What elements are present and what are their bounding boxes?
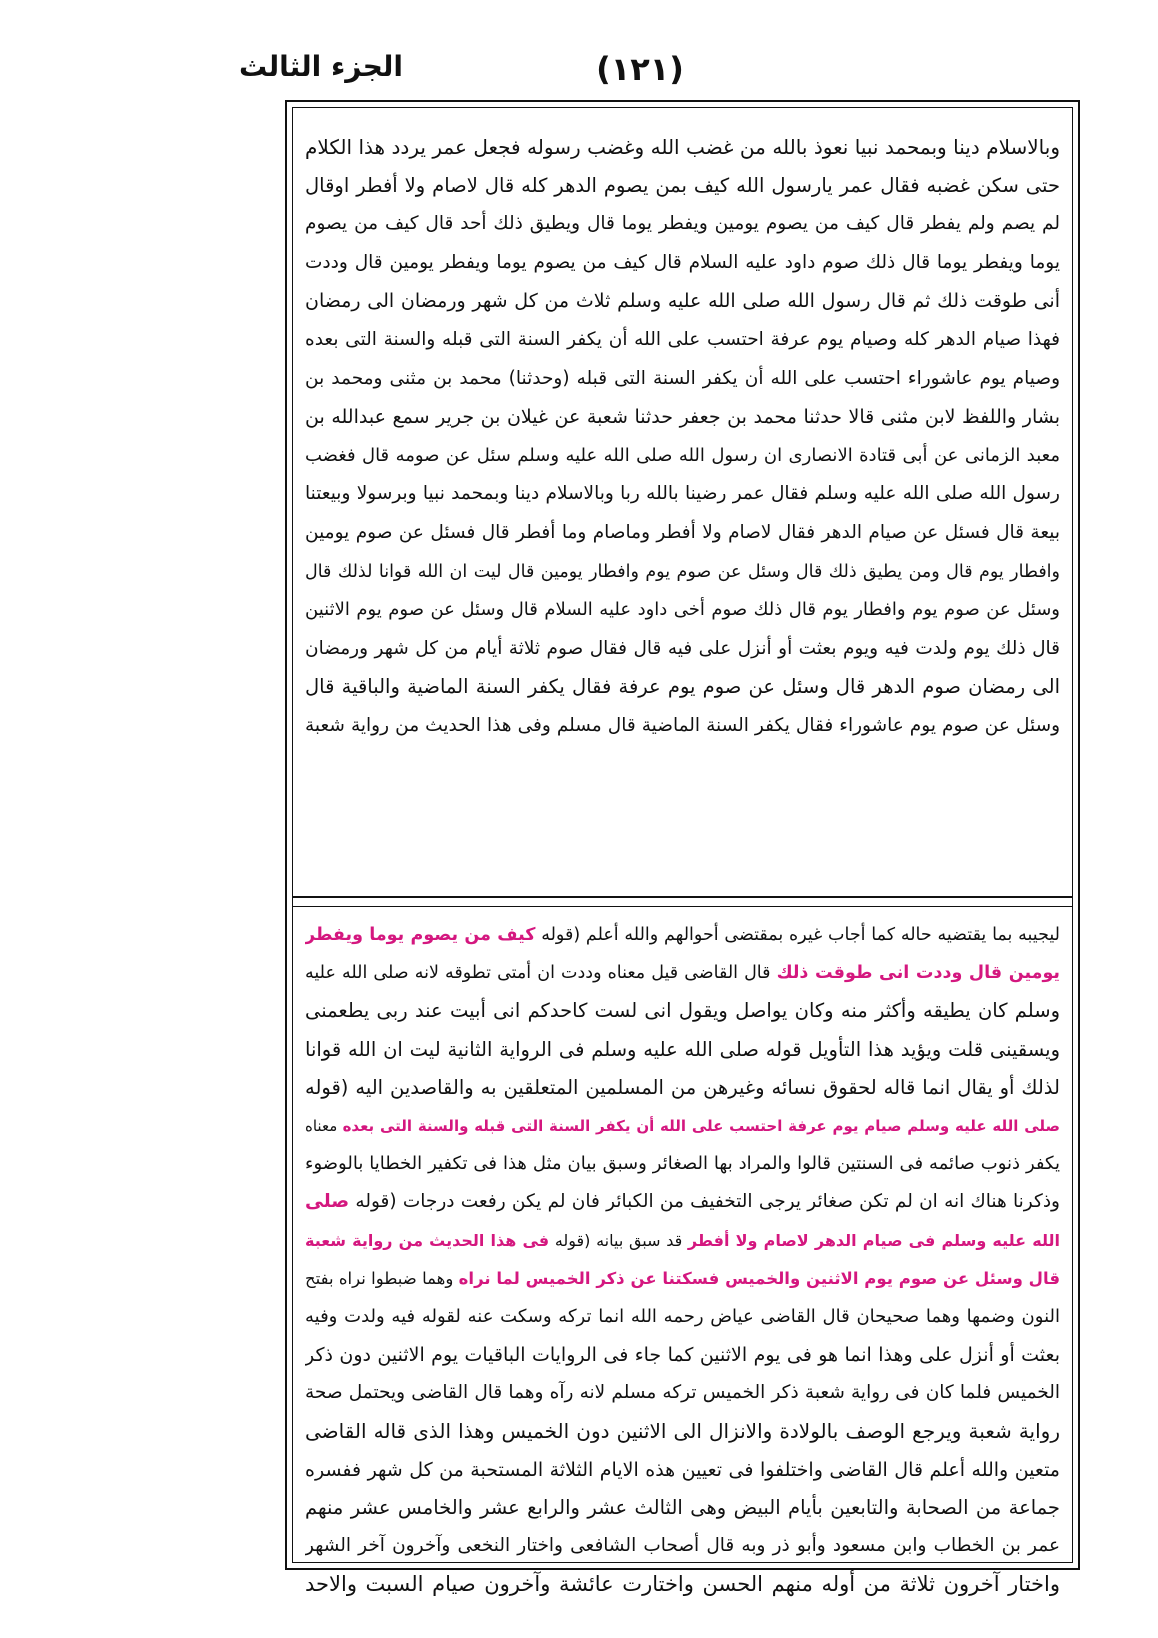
quoted-hadith-phrase: قال وسئل عن صوم يوم الاثنين والخميس فسكتنا عن ذكر الخميس لما نراه bbox=[458, 1268, 1060, 1288]
commentary-text: واختار آخرون ثلاثة من أوله منهم الحسن واختارت عائشة وآخرون صيام السبت والاحد bbox=[305, 1572, 1060, 1597]
commentary-line bbox=[305, 1565, 1060, 1603]
text-line: وسئل عن صوم يوم عاشوراء فقال يكفر السنة الماضية قال مسلم وفى هذا الحديث من رواية شعبة bbox=[305, 714, 1060, 736]
commentary-line bbox=[305, 1412, 1060, 1450]
text-line: وبالاسلام دينا وبمحمد نبيا نعوذ بالله من غضب الله وغضب رسوله فجعل عمر يردد هذا الكلام bbox=[305, 135, 1060, 159]
text-line: لم يصم ولم يفطر قال كيف من يصوم يومين ويفطر يوما قال ويطيق ذلك أحد قال كيف من يصوم bbox=[305, 213, 1060, 235]
text-line: وافطار يوم قال ومن يطيق ذلك قال وسئل عن صوم يوم وافطار يومين قال ليت ان الله قوانا لذلك قال bbox=[305, 561, 1060, 582]
text-line: حتى سكن غضبه فقال عمر يارسول الله كيف بمن يصوم الدهر كله قال لاصام ولا أفطر اوقال bbox=[305, 173, 1060, 197]
quoted-hadith-phrase: صلى bbox=[305, 1191, 350, 1213]
text-line: وصيام يوم عاشوراء احتسب على الله أن يكفر السنة التى قبله (وحدثنا) محمد بن مثنى ومحمد بن bbox=[305, 367, 1060, 389]
text-line: قال ذلك يوم ولدت فيه ويوم بعثت أو أنزل على فيه قال فقال صوم ثلاثة أيام من كل شهر ورمضان bbox=[305, 637, 1060, 659]
commentary-line bbox=[305, 1298, 1060, 1336]
commentary-text: وسلم كان يطيقه وأكثر منه وكان يواصل ويقول انى لست كاحدكم انى أبيت عند ربى يطعمنى bbox=[305, 999, 1060, 1023]
page-frame-inner bbox=[292, 107, 1073, 1597]
commentary-line bbox=[305, 992, 1060, 1030]
commentary-line bbox=[305, 1183, 1060, 1221]
text-line: يوما ويفطر يوما قال ذلك صوم داود عليه السلام قال كيف من يصوم يوما ويفطر يومين قال وددت bbox=[305, 251, 1060, 273]
text-line: رسول الله صلى الله عليه وسلم فقال عمر رضينا بالله ربا وبالاسلام دينا وبمحمد نبيا وبرسولا وبيعتنا bbox=[305, 483, 1060, 505]
text-line: وسئل عن صوم يوم وافطار يوم قال ذلك صوم أخى داود عليه السلام قال وسئل عن صوم يوم الاثنين bbox=[305, 599, 1060, 621]
commentary-line bbox=[305, 1107, 1060, 1145]
commentary-text: ليجيبه بما يقتضيه حاله كما أجاب غيره بمقتضى أحوالهم والله أعلم (قوله bbox=[535, 925, 1060, 945]
page-number: (١٢١) bbox=[596, 50, 684, 88]
commentary-line bbox=[305, 1069, 1060, 1107]
hadith-text-section bbox=[305, 128, 1060, 873]
commentary-text: يكفر ذنوب صائمه فى السنتين قالوا والمراد بها الصغائر وسبق بيان مثل هذا فى تكفير الخطايا بالوضوء bbox=[305, 1153, 1060, 1175]
commentary-line bbox=[305, 1527, 1060, 1565]
page-header bbox=[0, 40, 1158, 100]
commentary-line bbox=[305, 1145, 1060, 1183]
text-line: الى رمضان صوم الدهر قال وسئل عن صوم يوم عرفة فقال يكفر السنة الماضية والباقية قال bbox=[305, 675, 1060, 699]
commentary-text: عمر بن الخطاب وابن مسعود وأبو ذر وبه قال أصحاب الشافعى واختار النخعى وآخرون آخر الشهر bbox=[305, 1535, 1060, 1556]
commentary-text: متعين والله أعلم قال القاضى واختلفوا فى تعيين هذه الايام الثلاثة المستحبة من كل شهر ففسره bbox=[305, 1458, 1060, 1481]
quoted-hadith-phrase: فى هذا الحديث من رواية شعبة bbox=[305, 1230, 550, 1250]
commentary-text: لذلك أو يقال انما قاله لحقوق نسائه وغيرهن من المسلمين المتعلقين به والقاصدين اليه (قوله bbox=[305, 1075, 1060, 1099]
commentary-line bbox=[305, 1489, 1060, 1527]
commentary-text: بعثت أو أنزل على وهذا انما هو فى يوم الاثنين كما جاء فى الروايات الباقيات يوم الاثنين دون ذكر bbox=[305, 1344, 1060, 1367]
commentary-text: وذكرنا هناك انه ان لم تكن صغائر يرجى التخفيف من الكبائر فان لم يكن رفعت درجات (قوله bbox=[349, 1191, 1060, 1213]
quoted-hadith-phrase: يومين قال وددت انى طوقت ذلك bbox=[776, 963, 1060, 984]
commentary-text: معناه bbox=[305, 1116, 343, 1135]
commentary-text: جماعة من الصحابة والتابعين بأيام البيض وهى الثالث عشر والرابع عشر والخامس عشر منهم bbox=[305, 1495, 1060, 1519]
commentary-line bbox=[305, 916, 1060, 954]
commentary-text: الخميس فلما كان فى رواية شعبة ذكر الخميس تركه مسلم لانه رآه وهما قال القاضى ويحتمل صحة bbox=[305, 1382, 1060, 1404]
commentary-line bbox=[305, 1451, 1060, 1489]
page-frame bbox=[285, 100, 1080, 1597]
commentary-text: قال القاضى قيل معناه وددت ان أمتى تطوقه لانه صلى الله عليه bbox=[305, 963, 777, 984]
commentary-text: قد سبق بيانه (قوله bbox=[549, 1230, 688, 1250]
commentary-section bbox=[305, 916, 1060, 1597]
quoted-hadith-phrase: صلى الله عليه وسلم صيام يوم عرفة احتسب على الله أن يكفر السنة التى قبله والسنة التى بعده bbox=[342, 1116, 1060, 1135]
section-divider bbox=[293, 896, 1072, 907]
commentary-line bbox=[305, 1336, 1060, 1374]
commentary-line bbox=[305, 1260, 1060, 1298]
volume-title: الجزء الثالث bbox=[239, 50, 403, 83]
text-line: بيعة قال فسئل عن صيام الدهر فقال لاصام ولا أفطر وماصام وما أفطر قال فسئل عن صوم يومين bbox=[305, 521, 1060, 543]
commentary-line bbox=[305, 1031, 1060, 1069]
commentary-text: ويسقينى قلت ويؤيد هذا التأويل قوله صلى الله عليه وسلم فى الرواية الثانية ليت ان الله قوانا bbox=[305, 1037, 1060, 1061]
commentary-text: النون وضمها وهما صحيحان قال القاضى عياض رحمه الله انما تركه وسكت عنه لقوله فيه ولدت وفيه bbox=[305, 1305, 1060, 1327]
quoted-hadith-phrase: كيف من يصوم يوما ويفطر bbox=[305, 925, 536, 945]
text-line: أنى طوقت ذلك ثم قال رسول الله صلى الله عليه وسلم ثلاث من كل شهر ورمضان الى رمضان bbox=[305, 290, 1060, 313]
text-line: فهذا صيام الدهر كله وصيام يوم عرفة احتسب على الله أن يكفر السنة التى قبله والسنة التى بعده bbox=[305, 328, 1060, 350]
quoted-hadith-phrase: الله عليه وسلم فى صيام الدهر لاصام ولا أفطر bbox=[687, 1230, 1060, 1250]
commentary-text: رواية شعبة ويرجع الوصف بالولادة والانزال الى الاثنين دون الخميس وهذا الذى قاله القاضى bbox=[305, 1419, 1060, 1444]
text-line: معبد الزمانى عن أبى قتادة الانصارى ان رسول الله صلى الله عليه وسلم سئل عن صومه قال فغضب bbox=[305, 444, 1060, 466]
commentary-line bbox=[305, 1374, 1060, 1412]
text-line: بشار واللفظ لابن مثنى قالا حدثنا محمد بن جعفر حدثنا شعبة عن غيلان بن جرير سمع عبدالله بن bbox=[305, 406, 1060, 429]
commentary-line bbox=[305, 1222, 1060, 1260]
commentary-line bbox=[305, 954, 1060, 992]
commentary-text: وهما ضبطوا نراه بفتح bbox=[305, 1268, 459, 1288]
